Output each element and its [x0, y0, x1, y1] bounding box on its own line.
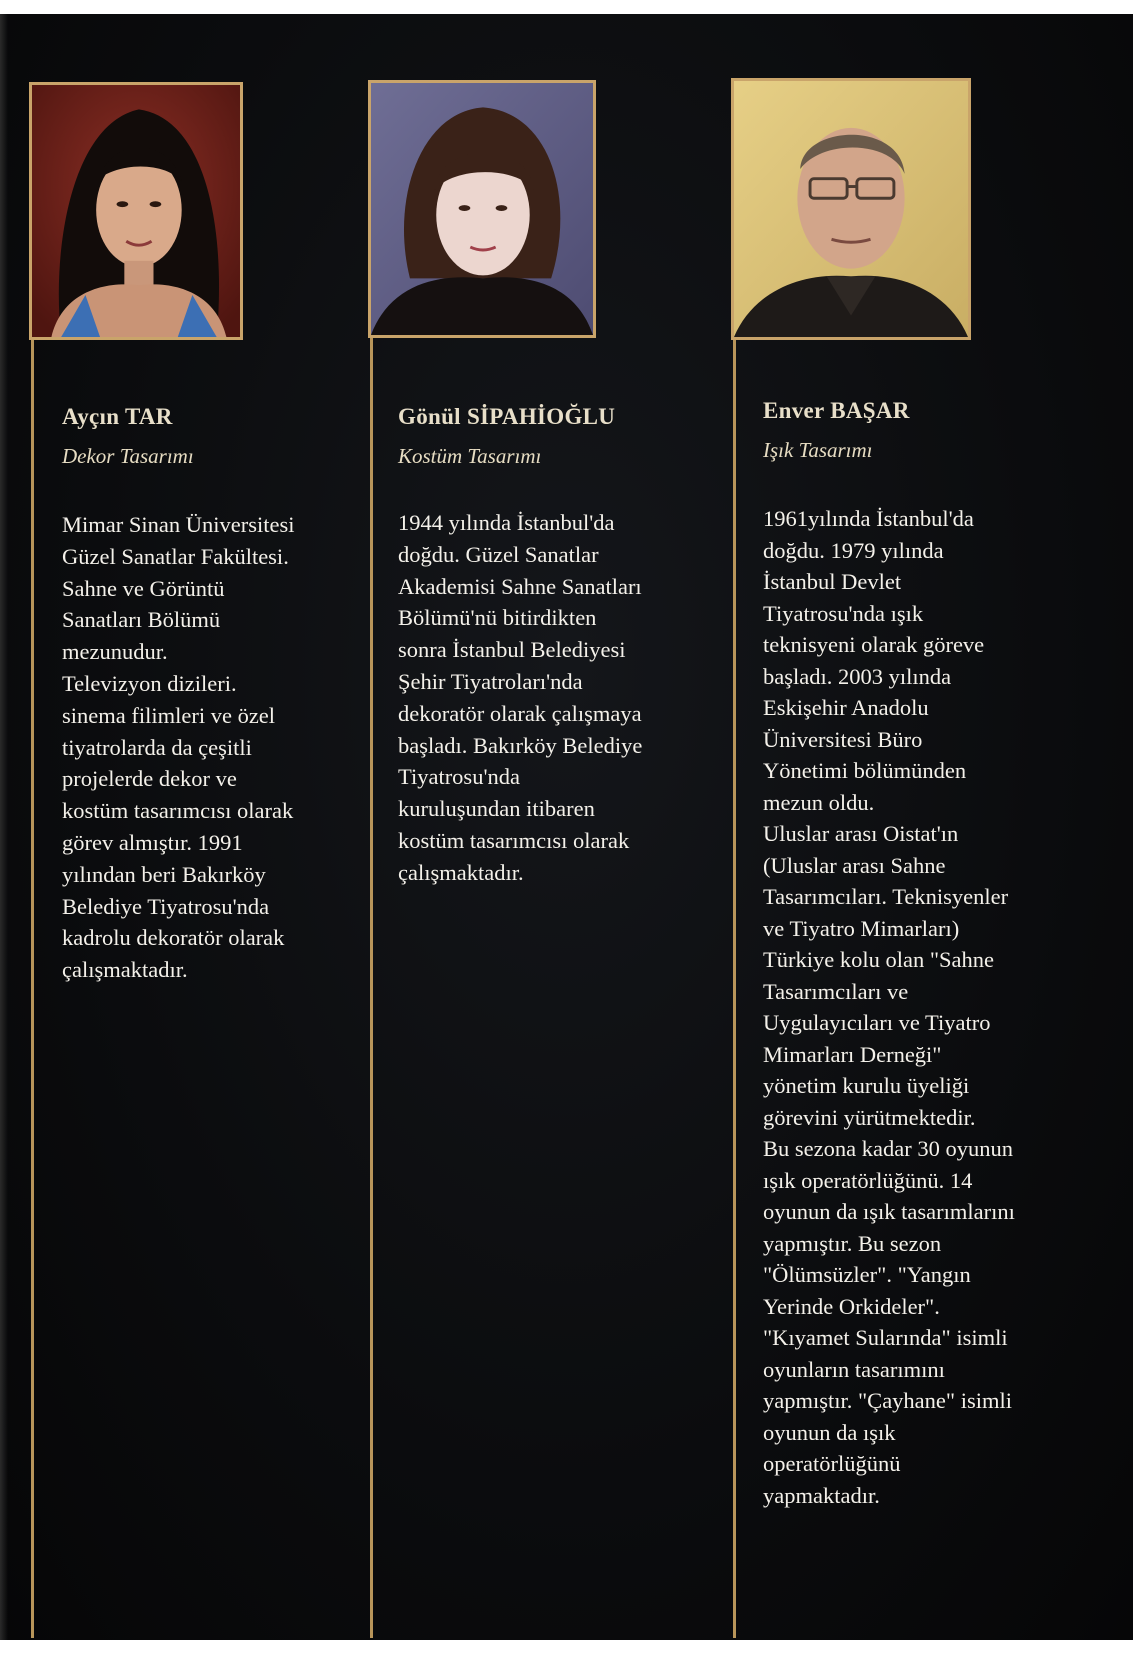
page-edge-shadow — [0, 14, 8, 1640]
last-name: SİPAHİOĞLU — [466, 404, 616, 429]
person-bio: Mimar Sinan Üniversitesi Güzel Sanatlar Fakültesi. Sahne ve Görüntü Sanatları Bölümü mezunudur. Televizyon dizileri. sinema filimleri ve özel tiyatrolarda da çeşitli projelerde dekor ve kostüm tasarımcısı olarak görev almıştır. 1991 yılından beri Bakırköy Belediye Tiyatrosu'nda kadrolu dekoratör olarak çalışmaktadır. — [62, 512, 295, 983]
person-name — [398, 404, 698, 430]
first-name: Ayçın — [62, 404, 120, 429]
photo-aycin-tar — [29, 82, 243, 340]
person-role: Kostüm Tasarımı — [398, 444, 542, 468]
person-role: Dekor Tasarımı — [62, 444, 194, 468]
person-name — [763, 398, 1063, 424]
photo-enver-basar — [731, 78, 971, 340]
photo-gonul-sipahioglu — [368, 80, 596, 338]
column-rule-left — [31, 340, 34, 1638]
person-role: Işık Tasarımı — [763, 438, 873, 462]
bio-column-3 — [763, 398, 1063, 1511]
person-bio: 1944 yılında İstanbul'da doğdu. Güzel Sanatlar Akademisi Sahne Sanatları Bölümü'nü bitirdikten sonra İstanbul Belediyesi Şehir Tiyatroları'nda dekoratör olarak çalışmaya başladı. Bakırköy Belediye Tiyatrosu'nda kuruluşundan itibaren kostüm tasarımcısı olarak çalışmaktadır. — [398, 510, 643, 885]
last-name: TAR — [124, 404, 173, 429]
man-portrait-icon — [734, 81, 968, 337]
last-name: BAŞAR — [830, 398, 910, 423]
column-rule-middle — [370, 338, 373, 1638]
bio-column-1 — [62, 404, 352, 986]
woman-portrait-icon — [371, 83, 593, 335]
first-name: Enver — [763, 398, 825, 423]
person-name — [62, 404, 352, 430]
bio-column-2 — [398, 404, 698, 889]
column-rule-right — [733, 338, 736, 1638]
first-name: Gönül — [398, 404, 461, 429]
person-bio: 1961yılında İstanbul'da doğdu. 1979 yılında İstanbul Devlet Tiyatrosu'nda ışık teknisyeni olarak göreve başladı. 2003 yılında Eskişehir Anadolu Üniversitesi Büro Yönetimi bölümünden mezun oldu. Uluslar arası Oistat'ın (Uluslar arası Sahne Tasarımcıları. Teknisyenler ve Tiyatro Mimarları) Türkiye kolu olan "Sahne Tasarımcıları ve Uygulayıcıları ve Tiyatro Mimarları Derneği" yönetim kurulu üyeliği görevini yürütmektedir. Bu sezona kadar 30 oyunun ışık operatörlüğünü. 14 oyunun da ışık tasarımlarını yapmıştır. Bu sezon "Ölümsüzler". "Yangın Yerinde Orkideler". "Kıyamet Sularında" isimli oyunların tasarımını yapmıştır. "Çayhane" isimli oyunun da ışık operatörlüğünü yapmaktadır. — [763, 506, 1015, 1508]
woman-portrait-icon — [32, 85, 240, 337]
